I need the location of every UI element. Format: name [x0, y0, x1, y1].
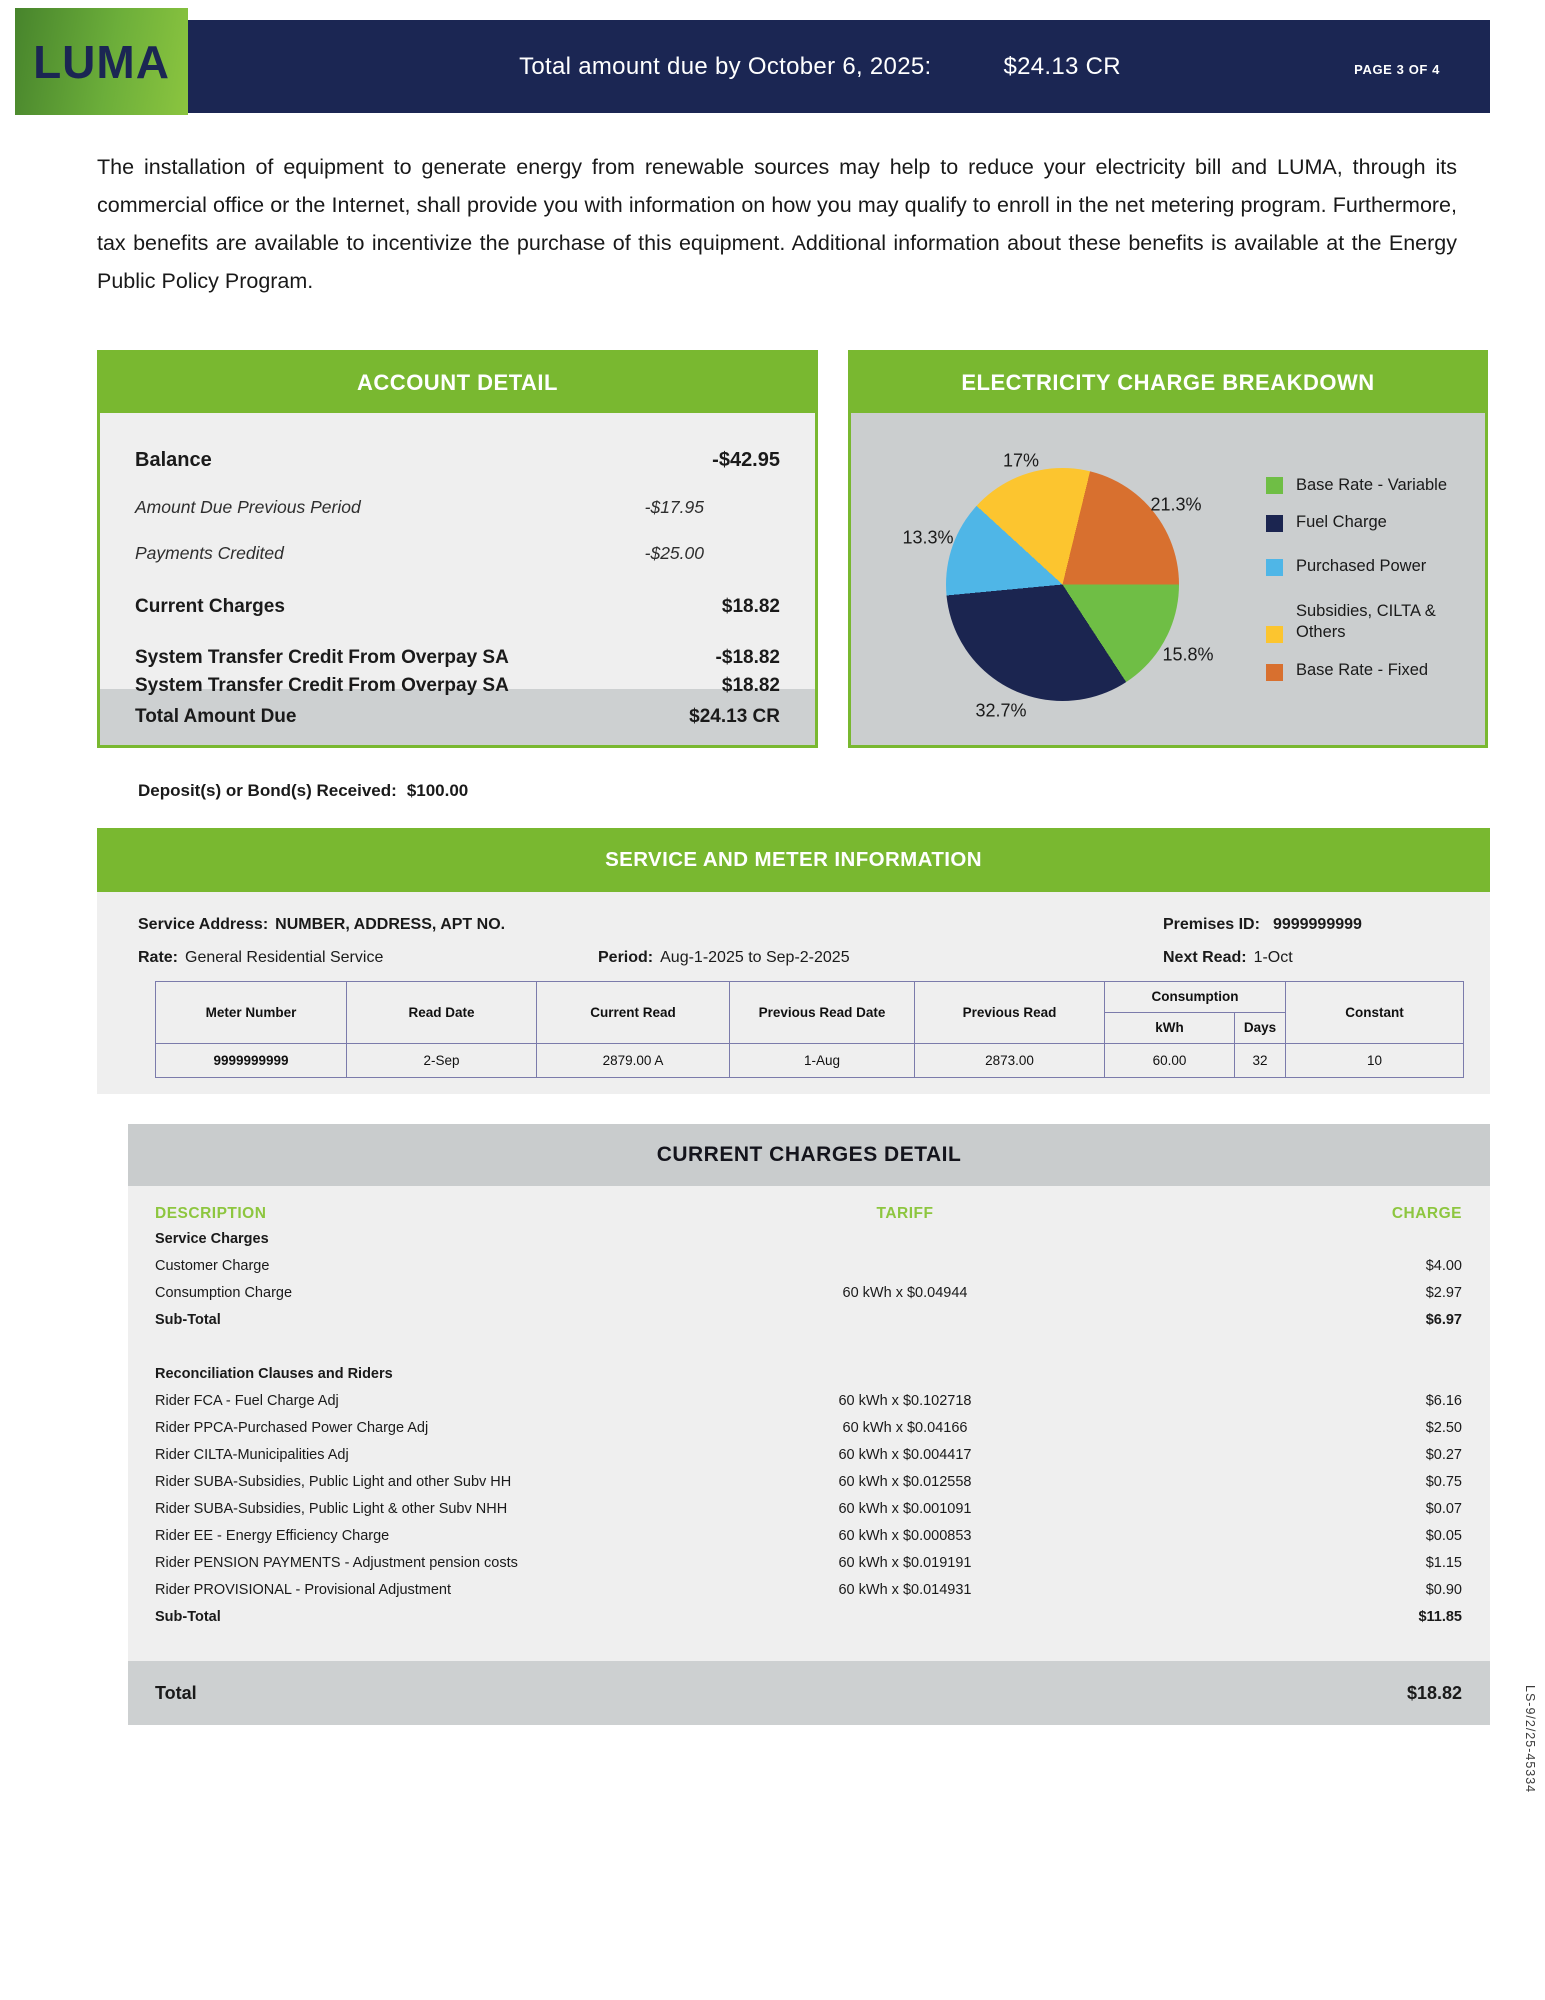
legend-item	[1266, 556, 1471, 577]
charge-desc: Consumption Charge	[155, 1285, 293, 1301]
charge-amount: $2.97	[1425, 1285, 1462, 1301]
charge-amount: $0.90	[1425, 1582, 1462, 1598]
charge-amount: $4.00	[1425, 1258, 1462, 1274]
legend-swatch-green	[1266, 477, 1283, 494]
rate-value: General Residential Service	[185, 949, 384, 966]
meter-table	[155, 981, 1464, 1078]
meter-table-header-days: Days	[1235, 1013, 1286, 1044]
total-due-label: Total amount due by October 6, 2025:	[519, 52, 932, 80]
charge-row	[155, 1442, 1462, 1469]
page-number: PAGE 3 OF 4	[1354, 62, 1440, 77]
total-amount-due-value: $24.13 CR	[689, 706, 780, 727]
charge-row	[155, 1469, 1462, 1496]
consumption-days-cell: 32	[1235, 1044, 1286, 1078]
legend-label: Purchased Power	[1296, 557, 1427, 575]
account-detail-body	[100, 413, 815, 696]
charge-amount: $1.15	[1425, 1555, 1462, 1571]
current-charges-body	[128, 1186, 1490, 1661]
system-transfer-label: System Transfer Credit From Overpay SA	[135, 647, 509, 668]
meter-table-header-previous-read: Previous Read	[915, 982, 1105, 1044]
meter-table-header-current-read: Current Read	[537, 982, 730, 1044]
next-read-label: Next Read:	[1163, 949, 1247, 966]
document-code: LS-9/2/25-45334	[1523, 1685, 1537, 1794]
premises-id-label: Premises ID:	[1163, 916, 1260, 933]
account-detail-title: ACCOUNT DETAIL	[100, 353, 815, 413]
subtotal-value: $11.85	[1418, 1609, 1462, 1625]
account-detail-box	[97, 350, 818, 748]
charge-breakdown-title: ELECTRICITY CHARGE BREAKDOWN	[851, 353, 1485, 413]
legend-swatch-navy	[1266, 515, 1283, 532]
current-charges-section	[128, 1124, 1490, 1725]
charge-amount: $0.07	[1425, 1501, 1462, 1517]
charge-desc: Rider SUBA-Subsidies, Public Light and other Subv HH	[155, 1474, 512, 1490]
net-metering-paragraph: The installation of equipment to generate energy from renewable sources may help to reduce your electricity bill and LUMA, through its commercial office or the Internet, shall provide you with information on how you may qualify to enroll in the net metering program. Furthermore, tax benefits are available to incentivize the purchase of this equipment. Additional information about these benefits is available at the Energy Public Policy Program.	[97, 155, 1457, 293]
charge-desc: Customer Charge	[155, 1258, 270, 1274]
pie-label-base-rate-variable: 15.8%	[1162, 644, 1214, 665]
riders-heading: Reconciliation Clauses and Riders	[155, 1366, 393, 1382]
current-charges-column-headers	[155, 1202, 1462, 1226]
pie-label-base-rate-fixed: 21.3%	[1150, 494, 1202, 515]
consumption-kwh-cell: 60.00	[1105, 1044, 1235, 1078]
period-value: Aug-1-2025 to Sep-2-2025	[660, 949, 850, 966]
charge-row	[155, 1577, 1462, 1604]
charge-desc: Rider EE - Energy Efficiency Charge	[155, 1528, 390, 1544]
charge-row	[155, 1550, 1462, 1577]
charge-section-heading-row	[155, 1226, 1462, 1253]
system-transfer-row	[135, 644, 780, 672]
total-amount-due-label: Total Amount Due	[135, 706, 297, 727]
charge-tariff: 60 kWh x $0.014931	[838, 1582, 972, 1598]
service-address-row	[138, 916, 1490, 934]
current-charges-title: CURRENT CHARGES DETAIL	[128, 1124, 1490, 1186]
pie-label-purchased-power: 13.3%	[902, 527, 954, 548]
luma-logo-text: LUMA	[33, 35, 170, 88]
charge-row	[155, 1280, 1462, 1307]
charge-desc: Rider FCA - Fuel Charge Adj	[155, 1393, 339, 1409]
deposit-label: Deposit(s) or Bond(s) Received:	[138, 781, 397, 800]
charge-amount: $0.27	[1425, 1447, 1462, 1463]
charge-amount: $0.05	[1425, 1528, 1462, 1544]
system-transfer-value: -$18.82	[715, 647, 780, 668]
service-meter-section	[97, 828, 1490, 1094]
charge-tariff: 60 kWh x $0.019191	[838, 1555, 972, 1571]
legend-swatch-orange	[1266, 664, 1283, 681]
grand-total-value: $18.82	[1406, 1682, 1462, 1703]
charge-tariff: 60 kWh x $0.012558	[838, 1474, 972, 1490]
period-label: Period:	[598, 949, 654, 966]
payments-credited-value: -$25.00	[644, 543, 704, 563]
legend-label: Fuel Charge	[1296, 513, 1387, 531]
charge-tariff: 60 kWh x $0.000853	[838, 1528, 972, 1544]
charge-breakdown-chart-area	[851, 413, 1485, 745]
previous-period-label: Amount Due Previous Period	[135, 497, 361, 517]
system-transfer-label: System Transfer Credit From Overpay SA	[135, 675, 509, 696]
charge-row	[155, 1496, 1462, 1523]
legend-item	[1266, 660, 1471, 681]
pie-legend	[1266, 475, 1471, 681]
constant-cell: 10	[1286, 1044, 1464, 1078]
deposit-line	[138, 781, 1545, 801]
grand-total-row	[128, 1661, 1490, 1725]
legend-item	[1266, 512, 1471, 533]
legend-label: Base Rate - Variable	[1296, 476, 1448, 494]
charge-desc: Rider CILTA-Municipalities Adj	[155, 1447, 349, 1463]
charge-amount: $6.16	[1425, 1393, 1462, 1409]
read-date-cell: 2-Sep	[347, 1044, 537, 1078]
legend-label: Subsidies, CILTA & Others	[1296, 602, 1436, 641]
charge-desc: Rider PENSION PAYMENTS - Adjustment pension costs	[155, 1555, 518, 1571]
header-bar	[150, 20, 1490, 113]
meter-number-cell: 9999999999	[156, 1044, 347, 1078]
pie-label-subsidies: 17%	[1002, 450, 1040, 471]
section-gap	[155, 1334, 1462, 1361]
next-read-value: 1-Oct	[1253, 949, 1293, 966]
charge-section-heading-row	[155, 1361, 1462, 1388]
service-address-group	[138, 916, 1163, 934]
summary-boxes-row	[97, 350, 1545, 748]
deposit-value: $100.00	[406, 781, 469, 800]
meter-table-header-meter-number: Meter Number	[156, 982, 347, 1044]
charge-row	[155, 1388, 1462, 1415]
service-meter-body	[97, 892, 1490, 1094]
previous-read-date-cell: 1-Aug	[730, 1044, 915, 1078]
total-due-value: $24.13 CR	[1003, 52, 1121, 80]
charge-desc: Rider PPCA-Purchased Power Charge Adj	[155, 1420, 429, 1436]
service-address-value: NUMBER, ADDRESS, APT NO.	[275, 916, 506, 933]
meter-table-header-consumption: Consumption	[1105, 982, 1286, 1013]
subtotal-label: Sub-Total	[155, 1312, 221, 1328]
meter-table-header-read-date: Read Date	[347, 982, 537, 1044]
page-header	[0, 0, 1545, 122]
previous-period-row	[135, 497, 780, 518]
legend-swatch-blue	[1266, 559, 1283, 576]
legend-item	[1266, 475, 1471, 496]
charge-breakdown-box	[848, 350, 1488, 748]
current-read-cell: 2879.00 A	[537, 1044, 730, 1078]
legend-swatch-yellow	[1266, 626, 1283, 643]
luma-logo	[15, 8, 188, 115]
charge-column-header: CHARGE	[1391, 1205, 1462, 1222]
legend-label: Base Rate - Fixed	[1296, 661, 1429, 679]
rate-label: Rate:	[138, 949, 179, 966]
service-address-label: Service Address:	[138, 916, 269, 933]
premises-id-group	[1163, 916, 1362, 934]
subtotal-spacer	[635, 1604, 1175, 1631]
charge-tariff: 60 kWh x $0.04944	[842, 1285, 968, 1301]
period-group	[598, 949, 1163, 967]
charge-row	[155, 1523, 1462, 1550]
charge-row	[155, 1415, 1462, 1442]
grand-total-label: Total	[155, 1682, 197, 1703]
balance-value: -$42.95	[712, 449, 780, 471]
payments-credited-label: Payments Credited	[135, 543, 284, 563]
charge-desc: Rider SUBA-Subsidies, Public Light & other Subv NHH	[155, 1501, 508, 1517]
balance-row	[135, 413, 780, 472]
rate-group	[138, 949, 598, 967]
legend-item	[1266, 601, 1471, 643]
meter-table-header-kwh: kWh	[1105, 1013, 1235, 1044]
rate-period-row	[138, 949, 1490, 967]
balance-label: Balance	[135, 449, 212, 471]
charge-tariff: 60 kWh x $0.04166	[842, 1420, 968, 1436]
system-transfer-value: $18.82	[721, 675, 780, 696]
meter-table-header-previous-read-date: Previous Read Date	[730, 982, 915, 1044]
current-charges-row	[135, 596, 780, 618]
charge-tariff: 60 kWh x $0.102718	[838, 1393, 972, 1409]
pie-label-fuel-charge: 32.7%	[975, 700, 1027, 721]
charge-tariff	[635, 1253, 1175, 1280]
pie-chart	[946, 468, 1179, 701]
subtotal-row	[155, 1307, 1462, 1334]
premises-id-value: 9999999999	[1272, 916, 1362, 933]
subtotal-row	[155, 1604, 1462, 1631]
charge-tariff: 60 kWh x $0.004417	[838, 1447, 972, 1463]
current-charges-value: $18.82	[721, 596, 780, 617]
charge-tariff: 60 kWh x $0.001091	[838, 1501, 972, 1517]
charge-desc: Rider PROVISIONAL - Provisional Adjustment	[155, 1582, 452, 1598]
subtotal-label: Sub-Total	[155, 1609, 221, 1625]
previous-period-value: -$17.95	[644, 497, 704, 517]
meter-table-row	[156, 1044, 1464, 1078]
charge-amount: $2.50	[1425, 1420, 1462, 1436]
service-meter-title: SERVICE AND METER INFORMATION	[97, 828, 1490, 892]
service-charges-heading: Service Charges	[155, 1231, 269, 1247]
current-charges-label: Current Charges	[135, 596, 285, 617]
meter-table-header-constant: Constant	[1286, 982, 1464, 1044]
subtotal-value: $6.97	[1425, 1312, 1462, 1328]
total-due-group	[519, 53, 1121, 81]
tariff-column-header: TARIFF	[876, 1205, 934, 1222]
next-read-group	[1163, 949, 1293, 967]
charge-amount: $0.75	[1425, 1474, 1462, 1490]
previous-read-cell: 2873.00	[915, 1044, 1105, 1078]
description-column-header: DESCRIPTION	[155, 1205, 267, 1222]
charge-row	[155, 1253, 1462, 1280]
payments-credited-row	[135, 543, 780, 564]
subtotal-spacer	[635, 1307, 1175, 1334]
